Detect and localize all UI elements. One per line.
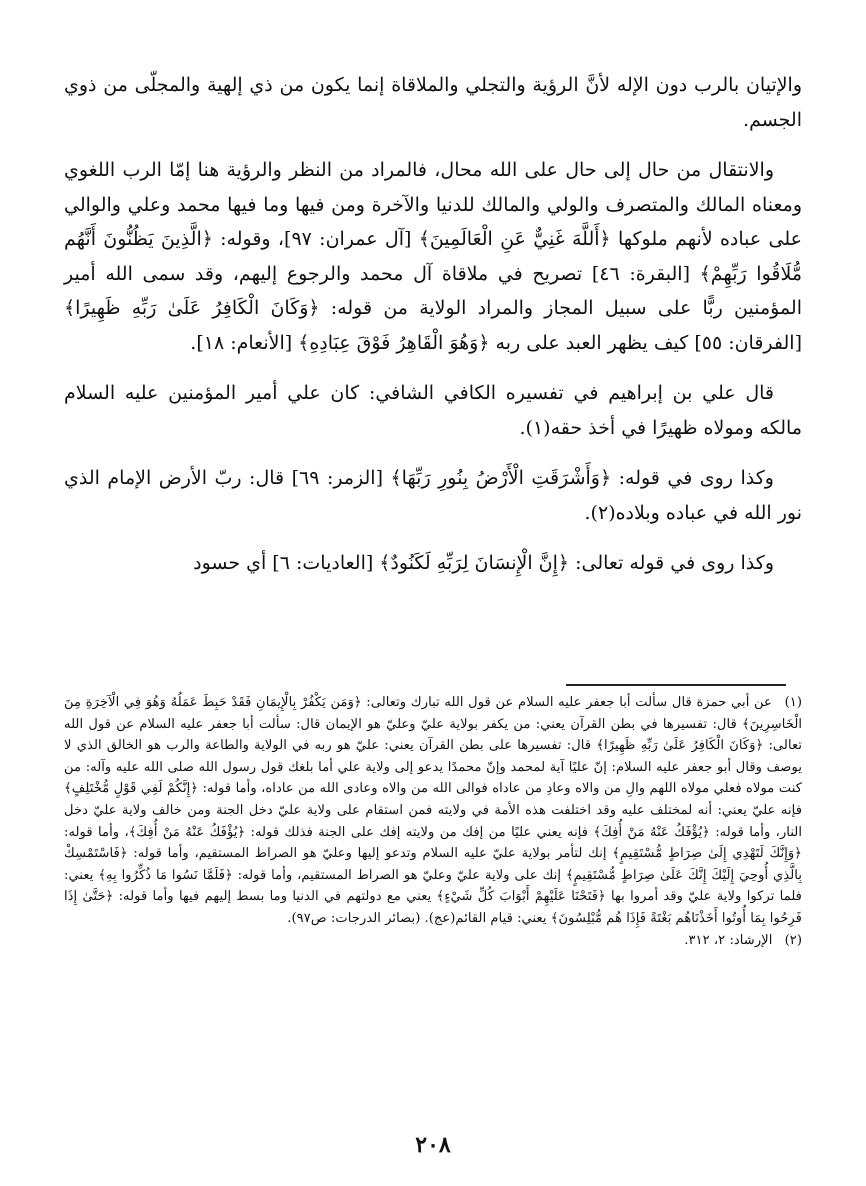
footnote-text: الإرشاد: ٢، ٣١٢. — [684, 932, 773, 948]
paragraph: قال علي بن إبراهيم في تفسيره الكافي الشافي: كان علي أمير المؤمنين عليه السلام مالكه ومولاه ظهيرًا في أخذ حقه(١). — [64, 382, 802, 439]
footnote-number: (١) — [784, 695, 802, 710]
footnote — [64, 930, 802, 952]
main-text — [64, 68, 802, 581]
footnote-number: (٢) — [784, 932, 802, 948]
paragraph: وكذا روى في قوله تعالى: ﴿إِنَّ الْإِنسَانَ لِرَبِّهِ لَكَنُودٌ﴾ [العاديات: ٦] أي حسود — [193, 552, 774, 574]
footnote-text: عن أبي حمزة قال سألت أبا جعفر عليه السلام عن قول الله تبارك وتعالى: ﴿وَمَن يَكْفُرْ بِالْإِيمَانِ فَقَدْ حَبِطَ عَمَلُهُ وَهُوَ فِي الْآخِرَةِ مِنَ الْخَاسِرِينَ﴾ قال: تفسيرها في بطن القرآن يعني: من يكفر بولاية عليّ وعليّ هو الإيمان قال: سألت أبا جعفر عليه السلام عن قول الله تعالى: ﴿وَكَانَ الْكَافِرُ عَلَىٰ رَبِّهِ ظَهِيرًا﴾ قال: تفسيرها على بطن القرآن يعني: عليّ هو ربه في الولاية والطاعة والرب هو الخالق الذي لا يوصف وقال أبو جعفر عليه السلام: إنّ عليًا آية لمحمد وإنّ محمدًا يدعو إلى ولاية علي أما بلغك قول رسول الله صلى الله عليه وآله: من كنت مولاه فعلي مولاه اللهم والِ من والاه وعادِ من عاداه فوالى الله من والاه وعادى الله من عاداه، وأما قوله: ﴿إِنَّكُمْ لَفِي قَوْلٍ مُّخْتَلِفٍ﴾ فإنه عليّ يعني: أنه لمختلف عليه وقد اختلفت هذه الأمة في ولايته فمن استقام على ولاية عليّ دخل الجنة ومن خالف ولاية عليّ دخل النار، وأما قوله: ﴿يُؤْفَكُ عَنْهُ مَنْ أُفِكَ﴾ فإنه يعني عليًا من إفك من ولايته إفك على الجنة فذلك قوله: ﴿يُؤْفَكُ عَنْهُ مَنْ أُفِكَ﴾، وأما قوله: ﴿وَإِنَّكَ لَتَهْدِي إِلَىٰ صِرَاطٍ مُّسْتَقِيمٍ﴾ إنك لتأمر بولاية عليّ عليه السلام وتدعو إليها وعليّ هو الصراط المستقيم، وأما قوله: ﴿فَاسْتَمْسِكْ بِالَّذِي أُوحِيَ إِلَيْكَ إِنَّكَ عَلَىٰ صِرَاطٍ مُّسْتَقِيمٍ﴾ إنك على ولاية عليّ وعليّ هو الصراط المستقيم، وأما قوله: ﴿فَلَمَّا نَسُوا مَا ذُكِّرُوا بِهِ﴾ يعني: فلما تركوا ولاية عليّ وقد أمروا بها ﴿فَتَحْنَا عَلَيْهِمْ أَبْوَابَ كُلِّ شَيْءٍ﴾ يعني مع دولتهم في الدنيا وما بسط إليهم فيها وأما قوله: ﴿حَتَّىٰ إِذَا فَرِحُوا بِمَا أُوتُوا أَخَذْنَاهُم بَغْتَةً فَإِذَا هُم مُّبْلِسُونَ﴾ يعني: قيام القائم(عج). (بصائر الدرجات: ص٩٧). — [64, 695, 802, 926]
footnotes — [64, 692, 802, 951]
paragraph: والانتقال من حال إلى حال على الله محال، فالمراد من النظر والرؤية هنا إمّا الرب اللغوي ومعناه المالك والمتصرف والولي والمالك للدنيا والآخرة ومن فيها وما فيها محمد وعلي والوالي على عباده لأنهم ملوكها ﴿أَللَّهَ غَنِيٌّ عَنِ الْعَالَمِينَ﴾ [آل عمران: ٩٧]، وقوله: ﴿الَّذِينَ يَظُنُّونَ أَنَّهُم مُّلَاقُوا رَبِّهِمْ﴾ [البقرة: ٤٦] تصريح في ملاقاة آل محمد والرجوع إليهم، وقد سمى الله أمير المؤمنين ربًّا على سبيل المجاز والمراد الولاية من قوله: ﴿وَكَانَ الْكَافِرُ عَلَىٰ رَبِّهِ ظَهِيرًا﴾ [الفرقان: ٥٥] كيف يظهر العبد على ربه ﴿وَهُوَ الْقَاهِرُ فَوْقَ عِبَادِهِ﴾ [الأنعام: ١٨]. — [64, 159, 802, 354]
page-number: ٢٠٨ — [415, 1132, 451, 1158]
paragraph: وكذا روى في قوله: ﴿وَأَشْرَقَتِ الْأَرْضُ بِنُورِ رَبِّهَا﴾ [الزمر: ٦٩] قال: ربّ الأرض الإمام الذي نور الله في عباده وبلاده(٢). — [64, 467, 802, 524]
footnote-separator — [566, 684, 786, 686]
footnote — [64, 692, 802, 930]
paragraph: والإتيان بالرب دون الإله لأنَّ الرؤية والتجلي والملاقاة إنما يكون من ذي إلهية والمجلّى من ذوي الجسم. — [64, 74, 802, 131]
